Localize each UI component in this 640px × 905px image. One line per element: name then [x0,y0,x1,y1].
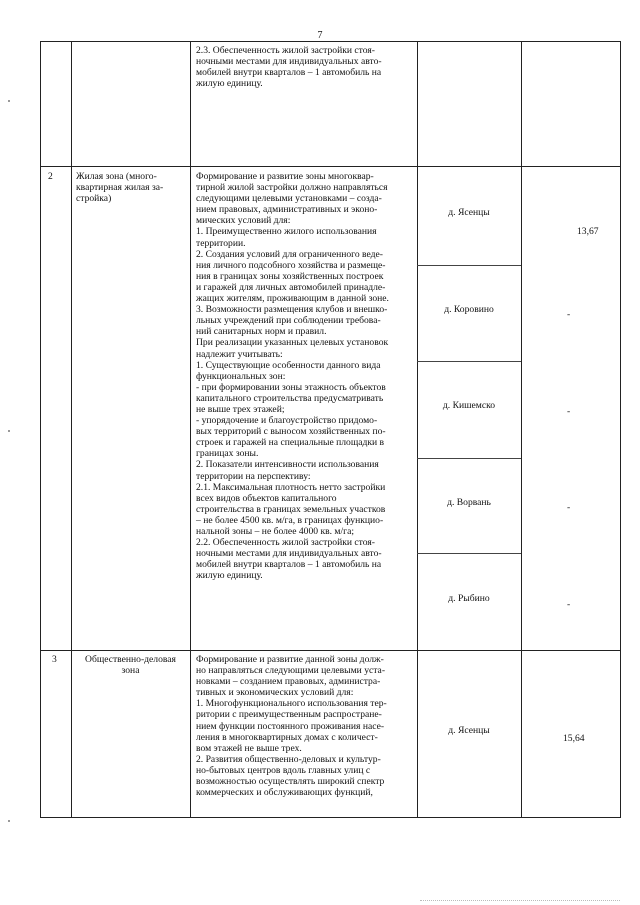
text-line: не выше трех этажей; [196,403,285,415]
scan-artifact [8,430,10,432]
row-number: 3 [52,654,57,665]
text-line: ния личного подсобного хозяйства и размеще- [196,259,386,271]
area-value: 13,67 [577,226,599,237]
text-line: 2. Показатели интенсивности использования [196,459,379,471]
text-line: ночными местами для индивидуальных авто- [196,548,382,560]
text-line: ночными местами для индивидуальных авто- [196,56,382,68]
text-line: ритории с преимущественным распростране- [196,709,382,721]
area-value: - [567,309,571,320]
column-divider [71,42,72,817]
text-line: ления в многоквартирных домах с количест- [196,731,378,743]
text-line: и гаражей для личных автомобилей принадле- [196,281,386,293]
text-line: территории. [196,237,246,249]
text-line: жилую единицу. [196,78,263,90]
settlement-name: д. Ясенцы [448,207,490,218]
text-line: нальной зоны – не более 4000 кв. м/га; [196,526,355,537]
zone-description [196,654,387,798]
text-line: Общественно-деловая [85,654,176,665]
zone-name [76,171,163,204]
text-line: вых территорий с выносом хозяйственных по- [196,426,386,438]
text-line: 2.1. Максимальная плотность нетто застройки [196,481,386,493]
area-value: - [567,406,571,417]
row-divider [41,650,620,651]
text-line: зона [121,665,140,677]
text-line: ния в границах зоны хозяйственных построек [196,270,384,282]
text-line: строительства в границах земельных участков [196,503,386,515]
text-line: коммерческих и обслуживающих функций, [196,787,373,799]
column-divider [417,42,418,817]
area-value: - [567,502,571,513]
text-line: – не более 4500 кв. м/га, в границах функцио- [196,514,384,526]
text-line: 1. Преимущественно жилого использования [196,226,377,238]
text-line: но-бытовых центров вдоль главных улиц с [196,764,371,776]
text-line: тирной жилой застройки должно направляться [196,182,388,194]
text-line: ний санитарных норм и правил. [196,326,327,338]
settlement-divider [417,553,521,554]
settlement-name: д. Кишемско [442,400,496,411]
text-line: капитального строительства предусматривать [196,392,384,404]
row-number: 2 [48,171,53,182]
text-line: 1. Многофункционального использования тер- [196,698,387,710]
text-line: льных учреждений при соблюдении требова- [196,315,381,327]
text-line: мических условий для: [196,215,291,227]
text-line: но направляться следующими целевыми уста- [196,665,386,677]
text-line: 2. Развития общественно-деловых и культур- [196,753,381,765]
settlement-name: д. Рыбино [448,593,490,604]
text-line: 2.2. Обеспеченность жилой застройки стоя- [196,537,375,549]
text-line: строек и гаражей на специальные площадки в [196,437,385,449]
column-divider [190,42,191,817]
text-line: - упорядочение и благоустройство придомо- [196,415,378,427]
text-line: жилую единицу. [196,570,263,582]
settlement-divider [417,458,521,459]
text-line: функциональных зон: [196,370,286,382]
text-line: мобилей внутри кварталов – 1 автомобиль на [196,67,382,79]
text-line: 3. Возможности размещения клубов и внешко- [196,304,388,316]
text-line: квартирная жилая за- [76,182,164,194]
text-line: Формирование и развитие данной зоны долж- [196,654,384,665]
text-line: При реализации указанных целевых установок [196,337,389,349]
area-value: 15,64 [563,733,585,744]
text-line: всех видов объектов капитального [196,492,337,504]
text-line: нием правовых, административных и эконо- [196,204,378,216]
zones-table [40,41,621,818]
continuation-description [196,45,382,89]
scan-artifact [8,100,10,102]
text-line: мобилей внутри кварталов – 1 автомобиль на [196,559,382,571]
text-line: 2. Создания условий для ограниченного веде- [196,248,383,260]
text-line: следующими целевыми установками – созда- [196,193,382,205]
text-line: 2.3. Обеспеченность жилой застройки стоя- [196,45,375,56]
text-line: Формирование и развитие зоны многоквар- [196,171,374,182]
text-line: вом этажей не выше трех. [196,742,302,754]
settlement-name: д. Коровино [444,304,494,315]
text-line: нием функции постоянного проживания насе- [196,720,385,732]
settlement-divider [417,361,521,362]
text-line: 1. Существующие особенности данного вида [196,359,381,371]
text-line: стройка) [76,193,112,205]
text-line: тивных и экономических условий для: [196,687,354,699]
settlement-name: д. Ясенцы [448,725,490,736]
scan-artifact [420,898,620,901]
page-number: 7 [317,30,323,41]
text-line: территории на перспективу: [196,470,311,482]
zone-name [71,654,190,676]
text-line: новками – созданием правовых, администра- [196,676,381,688]
column-divider [521,42,522,817]
text-line: надлежит учитывать: [196,348,283,360]
settlement-name: д. Ворвань [447,497,491,508]
area-value: - [567,599,571,610]
scan-artifact [8,820,10,822]
text-line: Жилая зона (много- [76,171,157,182]
row-divider [41,166,620,167]
text-line: - при формировании зоны этажность объектов [196,381,386,393]
settlement-divider [417,265,521,266]
text-line: границах зоны. [196,448,259,460]
text-line: жащих жителям, проживающим в данной зоне. [196,293,389,305]
text-line: возможностью осуществлять широкий спектр [196,776,385,788]
zone-description [196,171,389,581]
